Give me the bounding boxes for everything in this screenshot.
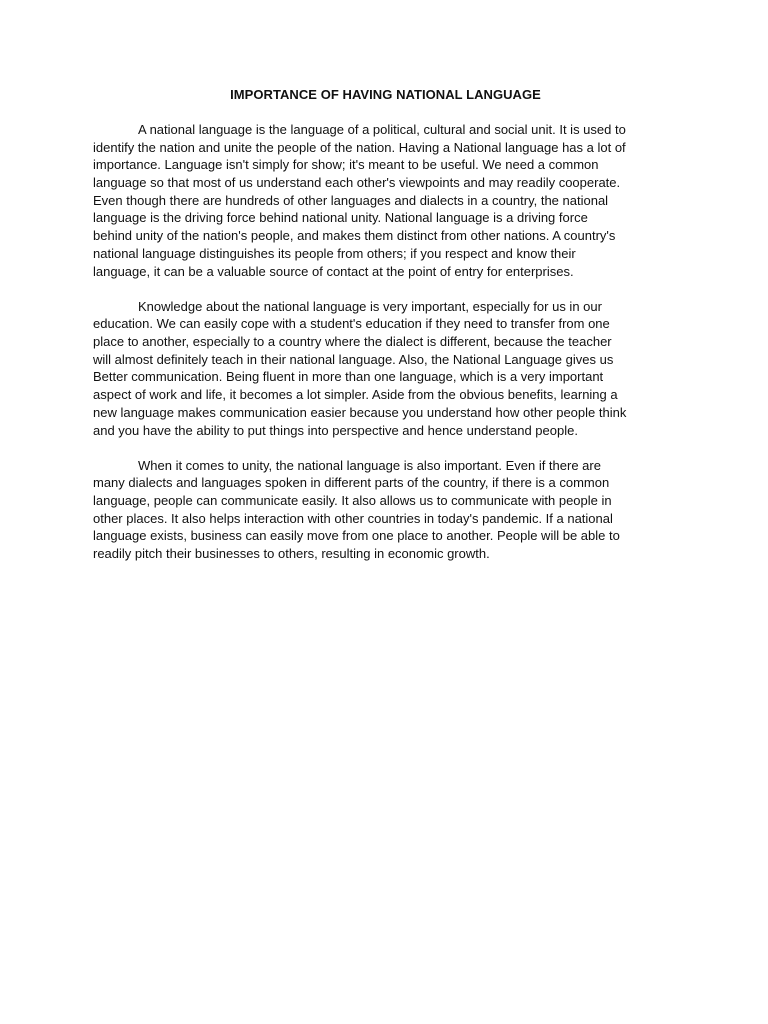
- paragraph-line: importance. Language isn't simply for show; it's meant to be useful. We need a common: [93, 157, 599, 173]
- paragraph-line: aspect of work and life, it becomes a lot simpler. Aside from the obvious benefits, learning a: [93, 387, 618, 403]
- paragraph-line: language, it can be a valuable source of contact at the point of entry for enterprises.: [93, 263, 574, 279]
- paragraph-line: many dialects and languages spoken in different parts of the country, if there is a common: [93, 475, 610, 491]
- paragraph-line: readily pitch their businesses to others, resulting in economic growth.: [93, 546, 490, 562]
- paragraph-line: other places. It also helps interaction with other countries in today's pandemic. If a national: [93, 510, 613, 526]
- paragraph-line: place to another, especially to a country where the dialect is different, because the teacher: [93, 334, 612, 350]
- paragraph-line: language exists, business can easily move from one place to another. People will be able to: [93, 528, 620, 544]
- document-title: IMPORTANCE OF HAVING NATIONAL LANGUAGE: [230, 87, 541, 102]
- paragraph-line: new language makes communication easier because you understand how other people think: [93, 404, 627, 420]
- document-body: [93, 86, 678, 563]
- paragraph-line: and you have the ability to put things into perspective and hence understand people.: [93, 422, 578, 438]
- paragraph-2: [93, 298, 678, 440]
- paragraph-3: [93, 457, 678, 563]
- paragraph-line: education. We can easily cope with a student's education if they need to transfer from one: [93, 316, 610, 332]
- paragraph-line: identify the nation and unite the people of the nation. Having a National language has a lot of: [93, 139, 626, 155]
- paragraph-line: language, people can communicate easily. It also allows us to communicate with people in: [93, 493, 612, 509]
- paragraph-line: Knowledge about the national language is very important, especially for us in our: [138, 298, 602, 314]
- paragraph-line: behind unity of the nation's people, and makes them distinct from other nations. A country's: [93, 228, 616, 244]
- paragraph-line: When it comes to unity, the national language is also important. Even if there are: [138, 457, 601, 473]
- paragraph-line: Better communication. Being fluent in more than one language, which is a very important: [93, 369, 604, 385]
- paragraph-line: national language distinguishes its people from others; if you respect and know their: [93, 245, 576, 261]
- paragraph-line: Even though there are hundreds of other languages and dialects in a country, the national: [93, 192, 609, 208]
- paragraph-line: language is the driving force behind national unity. National language is a driving force: [93, 210, 588, 226]
- paragraph-1: [93, 121, 678, 280]
- paragraph-line: will almost definitely teach in their national language. Also, the National Language gives us: [93, 351, 614, 367]
- paragraph-line: A national language is the language of a political, cultural and social unit. It is used to: [138, 122, 626, 137]
- paragraph-line: language so that most of us understand each other's viewpoints and may readily cooperate.: [93, 175, 621, 191]
